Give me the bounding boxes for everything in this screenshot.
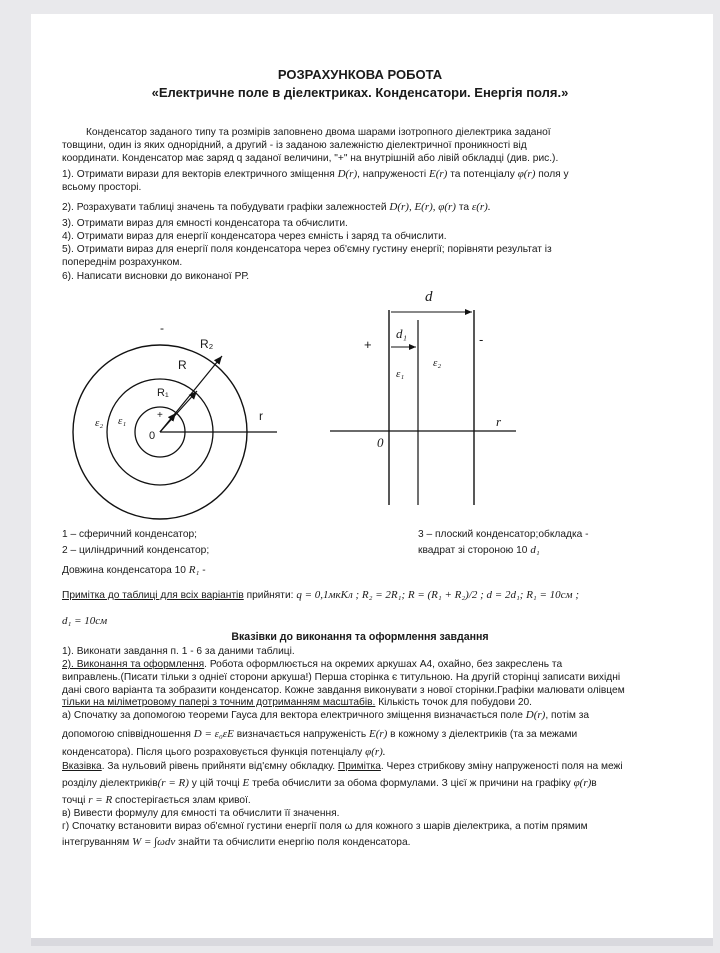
legend-flat: 3 – плоский конденсатор;обкладка - xyxy=(418,529,589,540)
remark-text: . Через стрибкову зміну напруженості поля на межі xyxy=(380,761,623,772)
capacitor-length-text: Довжина конденсатора 10 xyxy=(62,565,186,576)
label-d1: d₁ xyxy=(396,326,408,341)
guideline-a-text-2c: в кожному з діелектриків (та за межами xyxy=(390,729,578,740)
guideline-2-line-4 xyxy=(62,696,532,709)
guideline-g-text-2: знайти та обчислити енергію поля конденсатора. xyxy=(178,837,411,848)
label-R: R xyxy=(178,358,187,372)
guideline-a-E: E(r) xyxy=(368,728,388,740)
task-2-text-a: 2). Розрахувати таблиці значень та побудувати графіки залежностей xyxy=(62,202,387,213)
guideline-g-integral: W = ∫ωdv xyxy=(132,836,176,848)
legend-flat-continued xyxy=(418,544,540,557)
guideline-2-text: . Робота оформлюється на окремих аркушах А4, охайно, без закреслень та xyxy=(204,659,563,670)
task-2-eps: ε(r). xyxy=(471,201,491,213)
guideline-1: 1). Виконати завдання п. 1 - 6 за даними таблиці. xyxy=(62,646,295,657)
task-5: 5). Отримати вираз для енергії поля конденсатора через об'ємну густину енергії; порівняти результат із xyxy=(62,244,552,255)
task-2-functions: D(r), E(r), φ(r) xyxy=(389,201,456,213)
guideline-b-text-6: спостерігається злам кривої. xyxy=(115,795,251,806)
note-take: прийняти: xyxy=(246,590,294,601)
task-1-text-c: та потенціалу xyxy=(450,169,515,180)
intro-line-2: товщини, один із яких однорідний, а другий - із заданою залежністю діелектричної проникності від xyxy=(62,140,527,151)
task-1-text-a: 1). Отримати вирази для векторів електричного зміщення xyxy=(62,169,335,180)
task-1-text-b: , напруженості xyxy=(357,169,427,180)
note-formula: q = 0,1мкКл ; R₂ = 2R₁; R = (R₁ + R₂)/2 ; d = 2d₁; R₁ = 10см ; xyxy=(296,589,579,601)
guideline-b-text-2: у цій точці xyxy=(191,778,240,789)
guideline-a-line-3 xyxy=(62,746,386,759)
outer-plate-minus: - xyxy=(160,321,164,335)
guideline-g-text-1: інтегруванням xyxy=(62,837,130,848)
capacitor-length-R1: R₁ xyxy=(188,564,200,576)
label-R2: R₂ xyxy=(200,337,214,351)
guideline-a-text-2a: допомогою співвідношення xyxy=(62,729,191,740)
label-eps1-right: ε₁ xyxy=(396,368,405,380)
concentric-capacitor-diagram xyxy=(73,345,277,519)
hint-label: Вказівка xyxy=(62,761,102,772)
guideline-a-text-1b: , потім за xyxy=(545,710,590,721)
guideline-2-line-2: виправлень.(Писати тільки з одніеї сторони аркуша!) Перша сторінка є титульною. На другій сторінці записати вихідні xyxy=(62,672,621,683)
note-d1: d₁ = 10см xyxy=(62,615,108,627)
note-label: Примітка до таблиці для всіх варіантів xyxy=(62,590,244,601)
guideline-a-text-1: а) Спочатку за допомогою теореми Гауса для вектора електричного зміщення визначається поле xyxy=(62,710,523,721)
guideline-2 xyxy=(62,658,562,671)
guideline-b-line-2 xyxy=(62,794,251,807)
guideline-b-text-3: треба обчислити за обома формулами. З цієї ж причини на графіку xyxy=(252,778,571,789)
guideline-b-boundary: (r = R) xyxy=(157,777,189,789)
intro-line-1: Конденсатор заданого типу та розмірів заповнено двома шарами ізотропного діелектрика заданої xyxy=(86,127,551,138)
guideline-b-text-4: в xyxy=(591,778,597,789)
label-R1: R₁ xyxy=(157,387,169,399)
guideline-a-phi: φ(r). xyxy=(365,746,386,758)
guideline-a-text-3: конденсатора). Після цього розраховується функція потенціалу xyxy=(62,747,363,758)
task-3: 3). Отримати вираз для ємності конденсатора та обчислити. xyxy=(62,218,348,229)
task-1-E: E(r) xyxy=(429,168,448,180)
guideline-2-label: 2). Виконання та оформлення xyxy=(62,659,205,670)
task-5-continued: попереднім розрахунком. xyxy=(62,257,183,268)
inner-plate-plus: + xyxy=(157,410,163,421)
document-title: РОЗРАХУНКОВА РОБОТА xyxy=(277,67,443,82)
guideline-b-line-1 xyxy=(62,777,597,790)
legend-spherical: 1 – сферичний конденсатор; xyxy=(62,529,197,540)
flat-capacitor-diagram xyxy=(330,310,516,505)
legend-flat-d1: d₁ xyxy=(530,544,540,556)
guideline-a-relation: D = ε₀εE xyxy=(193,728,234,740)
guideline-a-D: D(r) xyxy=(525,709,546,721)
intro-line-3: координати. Конденсатор має заряд q заданої величини, "+" на внутрішній або лівій обкладці (див. рис.). xyxy=(62,153,559,164)
capacitor-length xyxy=(62,564,206,577)
origin-right: 0 xyxy=(377,435,384,450)
hint-text: . За нульовий рівень прийняти від'ємну обкладку. xyxy=(101,761,336,772)
capacitor-length-dash: - xyxy=(202,565,206,576)
guideline-b-E: E xyxy=(242,777,250,789)
guideline-a-line-2 xyxy=(62,728,577,741)
label-eps1-left: ε₁ xyxy=(118,415,127,427)
guideline-v: в) Вивести формулу для ємності та обчислити її значення. xyxy=(62,808,340,819)
guideline-2-line-3: дані свого варіанта та зобразити конденсатор. Кожне завдання виконувати з нової сторінки.Графіки малювати олівцем xyxy=(62,685,625,696)
document-subtitle: «Електричне поле в діелектриках. Конденсатори. Енергія поля.» xyxy=(151,85,569,100)
label-eps2-left: ε₂ xyxy=(95,417,104,429)
label-eps2-right: ε₂ xyxy=(433,357,442,369)
guideline-b-phi: φ(r) xyxy=(573,777,592,789)
guideline-b-text-1: розділу діелектриків xyxy=(62,778,158,789)
right-plate-minus: - xyxy=(479,332,484,347)
task-1-text-d: поля у xyxy=(538,169,569,180)
axis-label-r-right: r xyxy=(496,414,502,429)
note-line xyxy=(62,589,579,602)
left-plate-plus: + xyxy=(364,337,372,352)
task-1-phi: φ(r) xyxy=(517,168,536,180)
guidelines-heading: Вказівки до виконання та оформлення завдання xyxy=(231,631,489,643)
origin-left: 0 xyxy=(149,430,156,442)
guideline-a-text-2b: визначається напруженість xyxy=(236,729,367,740)
axis-label-r-left: r xyxy=(259,409,263,423)
task-1-continued: всьому просторі. xyxy=(62,182,142,193)
guideline-2-points: Кількість точок для побудови 20. xyxy=(375,697,533,708)
task-2-text-b: та xyxy=(458,202,470,213)
guideline-2-underlined: тільки на міліметровому папері з точним дотриманням масштабів. xyxy=(62,697,376,708)
label-d: d xyxy=(425,289,433,305)
task-1-D: D(r) xyxy=(337,168,358,180)
guideline-g-line-2 xyxy=(62,836,410,849)
task-6: 6). Написати висновки до виконаної РР. xyxy=(62,271,250,282)
legend-cylindrical: 2 – циліндричний конденсатор; xyxy=(62,545,210,556)
guideline-hint-line xyxy=(62,760,623,773)
guideline-b-text-5: точці xyxy=(62,795,86,806)
guideline-b-point: r = R xyxy=(88,794,113,806)
legend-flat-text: квадрат зі стороною 10 xyxy=(418,545,528,556)
guideline-g-line-1: г) Спочатку встановити вираз об'ємної густини енергії поля ω для кожного з шарів діелектрика, а потім прямим xyxy=(62,821,588,832)
guideline-a-line-1 xyxy=(62,709,589,722)
task-4: 4). Отримати вираз для енергії конденсатора через ємність і заряд та обчислити. xyxy=(62,231,447,242)
remark-label: Примітка xyxy=(337,761,381,772)
